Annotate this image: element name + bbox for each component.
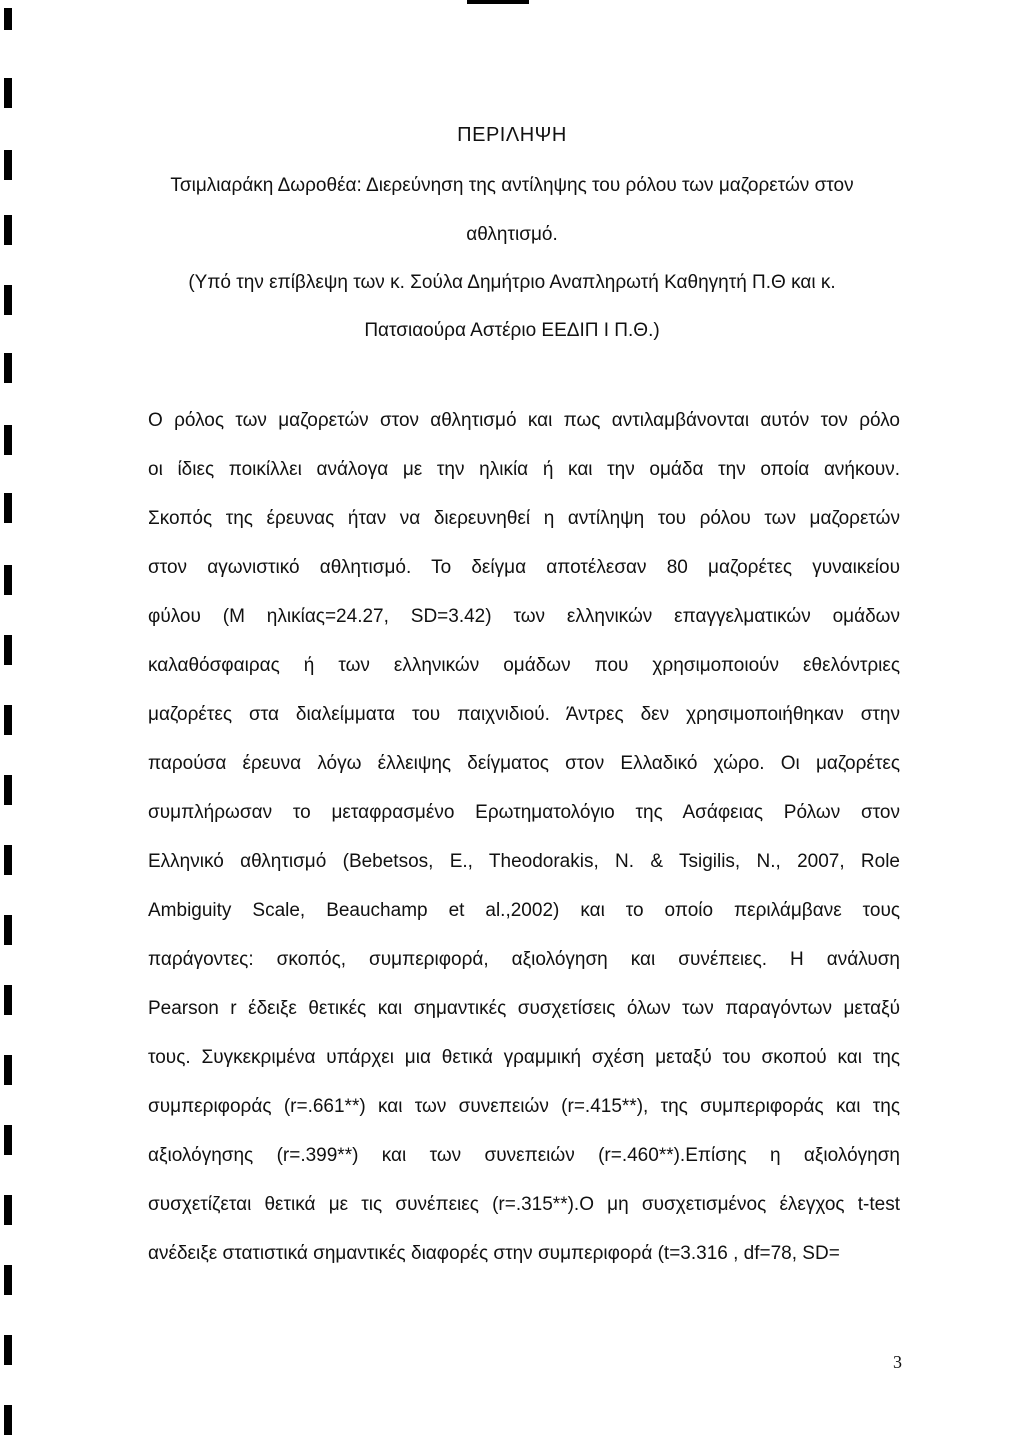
abstract-line: αξιολόγησης (r=.399**) και των συνεπειών (r=.460**).Επίσης η αξιολόγηση (148, 1145, 900, 1166)
scan-edge-mark (4, 493, 12, 523)
scan-edge-mark (4, 1055, 12, 1085)
abstract-line: παράγοντες: σκοπός, συμπεριφορά, αξιολόγηση και συνέπειες. Η ανάλυση (148, 949, 900, 970)
abstract-line: στον αγωνιστικό αθλητισμό. Το δείγμα αποτέλεσαν 80 μαζορέτες γυναικείου (148, 557, 900, 578)
abstract-line: ανέδειξε στατιστικά σημαντικές διαφορές στην συμπεριφορά (t=3.316 , df=78, SD= (148, 1243, 840, 1264)
scan-edge-mark (4, 1335, 12, 1365)
supervisor-line: (Υπό την επίβλεψη των κ. Σούλα Δημήτριο Αναπληρωτή Καθηγητή Π.Θ και κ. (188, 272, 836, 293)
abstract-line: Ελληνικό αθλητισμό (Bebetsos, E., Theodorakis, N. & Tsigilis, N., 2007, Role (148, 851, 900, 872)
page-title: ΠΕΡΙΛΗΨΗ (457, 124, 567, 146)
scan-edge-mark (4, 1195, 12, 1225)
abstract-line: καλαθόσφαιρας ή των ελληνικών ομάδων που χρησιμοποιούν εθελόντριες (148, 655, 900, 676)
scan-edge-mark (4, 78, 12, 108)
scan-edge-mark (4, 775, 12, 805)
scan-edge-mark (4, 8, 12, 30)
abstract-line: Ambiguity Scale, Beauchamp et al.,2002) και το οποίο περιλάμβανε τους (148, 900, 900, 921)
abstract-line: συμπλήρωσαν το μεταφρασμένο Ερωτηματολόγιο της Ασάφειας Ρόλων στον (148, 802, 900, 823)
scan-edge-mark (4, 425, 12, 455)
author-title-line: αθλητισμό. (466, 224, 558, 245)
abstract-line: οι ίδιες ποικίλλει ανάλογα με την ηλικία ή και την ομάδα την οποία ανήκουν. (148, 459, 900, 480)
scan-edge-mark (4, 705, 12, 735)
abstract-line: Σκοπός της έρευνας ήταν να διερευνηθεί η αντίληψη του ρόλου των μαζορετών (148, 508, 900, 529)
abstract-line: Ο ρόλος των μαζορετών στον αθλητισμό και πως αντιλαμβάνονται αυτόν τον ρόλο (148, 410, 900, 431)
abstract-line: μαζορέτες στα διαλείμματα του παιχνιδιού. Άντρες δεν χρησιμοποιήθηκαν στην (148, 704, 900, 725)
scan-left-edge (0, 0, 24, 1456)
scan-edge-mark (4, 353, 12, 383)
scan-edge-mark (4, 915, 12, 945)
scan-edge-mark (4, 1405, 12, 1435)
scan-edge-mark (4, 1125, 12, 1155)
abstract-line: παρούσα έρευνα λόγω έλλειψης δείγματος στον Ελλαδικό χώρο. Οι μαζορέτες (148, 753, 900, 774)
scan-edge-mark (4, 985, 12, 1015)
scan-edge-mark (4, 565, 12, 595)
abstract-line: φύλου (Μ ηλικίας=24.27, SD=3.42) των ελληνικών επαγγελματικών ομάδων (148, 606, 900, 627)
abstract-line: συσχετίζεται θετικά με τις συνέπειες (r=.315**).Ο μη συσχετισμένος έλεγχος t-test (148, 1194, 900, 1215)
abstract-line: τους. Συγκεκριμένα υπάρχει μια θετικά γραμμική σχέση μεταξύ του σκοπού και της (148, 1047, 900, 1068)
author-title-line: Τσιμλιαράκη Δωροθέα: Διερεύνηση της αντίληψης του ρόλου των μαζορετών στον (170, 175, 854, 196)
scan-edge-mark (4, 845, 12, 875)
scan-edge-mark (4, 635, 12, 665)
abstract-line: Pearson r έδειξε θετικές και σημαντικές συσχετίσεις όλων των παραγόντων μεταξύ (148, 998, 900, 1019)
abstract-line: συμπεριφοράς (r=.661**) και των συνεπειών (r=.415**), της συμπεριφοράς και της (148, 1096, 900, 1117)
supervisor-line: Πατσιαούρα Αστέριο ΕΕΔΙΠ Ι Π.Θ.) (364, 320, 660, 341)
scan-edge-mark (4, 1265, 12, 1295)
page-number: 3 (893, 1352, 902, 1372)
scan-top-mark (467, 0, 529, 4)
